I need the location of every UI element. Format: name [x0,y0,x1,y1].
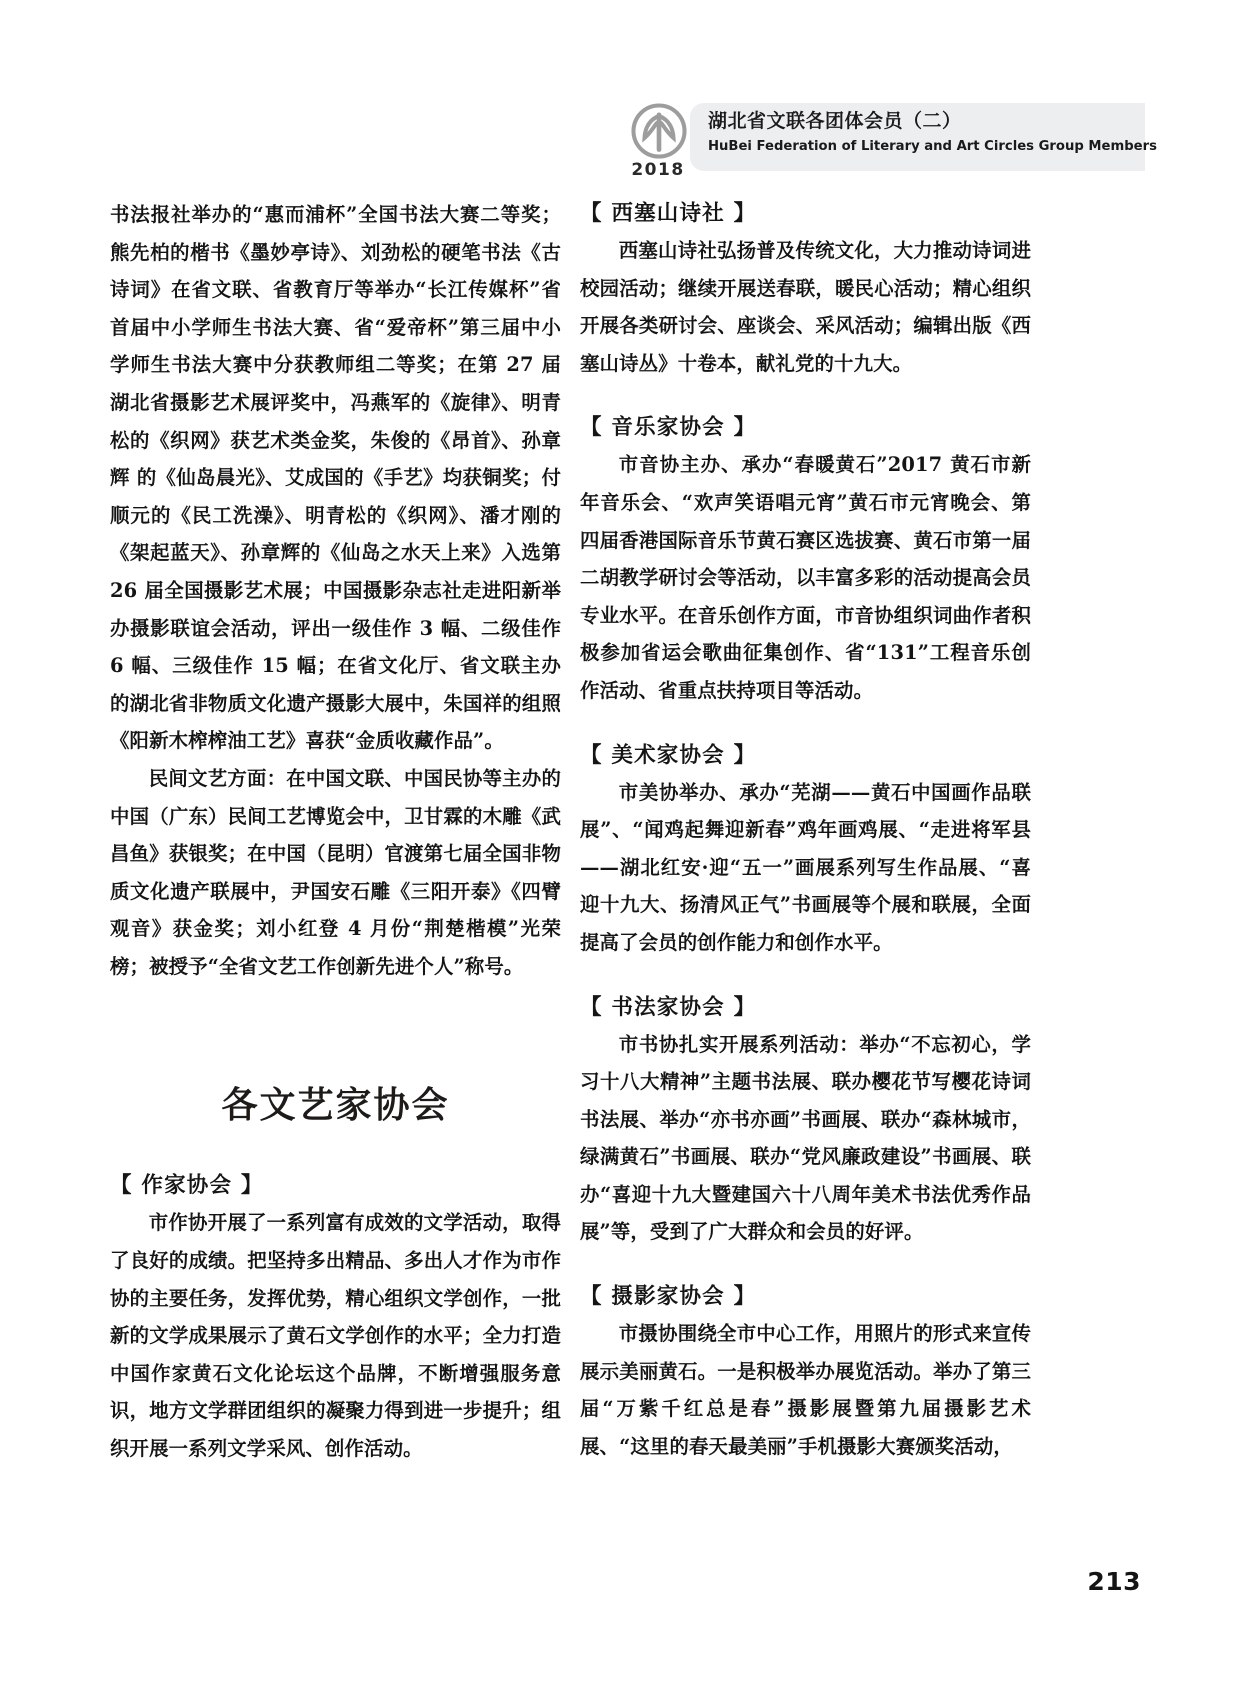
logo-year: 2018 [631,160,685,180]
paragraph-folk-arts: 民间文艺方面：在中国文联、中国民协等主办的中国（广东）民间工艺博览会中，卫甘霖的木雕《武昌鱼》获银奖；在中国（昆明）官渡第七届全国非物质文化遗产联展中，尹国安石雕《三阳开泰》《四臂观音》获金奖；刘小红登 4 月份“荆楚楷模”光荣榜；被授予“全省文艺工作创新先进个人”称号。 [110,766,561,978]
section-body-fine-artists-association: 市美协举办、承办“芜湖——黄石中国画作品联展”、“闻鸡起舞迎新春”鸡年画鸡展、“走进将军县——湖北红安·迎“五一”画展系列写生作品展、“喜迎十九大、扬清风正气”书画展等个展和联展，全面提高了会员的创作能力和创作水平。 [580,780,1031,954]
spacer [110,985,561,1077]
left-column [110,196,561,1468]
page-content [0,196,1241,1476]
section-heading-xisaishan-poetry-society: 【 西塞山诗社 】 [580,201,757,226]
section-body-musicians-association: 市音协主办、承办“春暖黄石”2017 黄石市新年音乐会、“欢声笑语唱元宵”黄石市元宵晚会、第四届香港国际音乐节黄石赛区选拔赛、黄石市第一届二胡教学研讨会等活动，以丰富多彩的活动提高会员专业水平。在音乐创作方面，市音协组织词曲作者积极参加省运会歌曲征集创作、省“131”工程音乐创作活动、省重点扶持项目等活动。 [580,453,1031,702]
spacer [580,382,1031,410]
section-heading-photographers-association: 【 摄影家协会 】 [580,1284,757,1310]
major-heading-associations: 各文艺家协会 [221,1085,450,1127]
section-body-calligraphers-association: 市书协扎实开展系列活动：举办“不忘初心，学习十八大精神”主题书法展、联办樱花节写樱花诗词书法展、举办“亦书亦画”书画展、联办“森林城市，绿满黄石”书画展、联办“党风廉政建设”书画展、联办“喜迎十九大暨建国六十八周年美术书法优秀作品展”等，受到了广大群众和会员的好评。 [580,1032,1031,1244]
spacer [580,1251,1031,1279]
federation-circular-emblem-icon [630,102,688,160]
spacer [580,710,1031,738]
section-body-writers-association: 市作协开展了一系列富有成效的文学活动，取得了良好的成绩。把坚持多出精品、多出人才作为市作协的主要任务，发挥优势，精心组织文学创作，一批新的文学成果展示了黄石文学创作的水平；全力打造中国作家黄石文化论坛这个品牌，不断增强服务意识，地方文学群团组织的凝聚力得到进一步提升；组织开展一系列文学采风、创作活动。 [110,1211,561,1461]
header-title-english: HuBei Federation of Literary and Art Circles Group Members [708,138,1157,154]
section-body-xisaishan-poetry-society: 西塞山诗社弘扬普及传统文化，大力推动诗词进校园活动；继续开展送春联，暖民心活动；精心组织开展各类研讨会、座谈会、采风活动；编辑出版《西塞山诗丛》十卷本，献礼党的十九大。 [580,239,1031,375]
page-header [0,47,1241,180]
page-number: 213 [1087,1567,1141,1596]
section-heading-calligraphers-association: 【 书法家协会 】 [580,994,757,1020]
right-column [580,196,1031,1465]
paragraph-continued: 书法报社举办的“惠而浦杯”全国书法大赛二等奖；熊先柏的楷书《墨妙亭诗》、刘劲松的硬笔书法《古诗词》在省文联、省教育厅等举办“长江传媒杯”省首届中小学师生书法大赛、省“爱帝杯”第三届中小学师生书法大赛中分获教师组二等奖；在第 27 届湖北省摄影艺术展评奖中，冯燕军的《旋律》、明青松的《织网》获艺术类金奖，朱俊的《昂首》、孙章辉 的《仙岛晨光》、艾成国的《手艺》均获铜奖；付顺元的《民工洗澡》、明青松的《织网》、潘才刚的《架起蓝天》、孙章辉的《仙岛之水天上来》入选第 26 届全国摄影艺术展；中国摄影杂志社走进阳新举办摄影联谊会活动，评出一级佳作 3 幅、二级佳作 6 幅、三级佳作 15 幅；在省文化厅、省文联主办的湖北省非物质文化遗产摄影大展中，朱国祥的组照《阳新木榨榨油工艺》喜获“金质收藏作品”。 [110,203,561,753]
spacer [110,1128,561,1168]
header-logo [622,102,694,190]
header-text-block [708,109,1157,156]
section-body-photographers-association: 市摄协围绕全市中心工作，用照片的形式来宣传展示美丽黄石。一是积极举办展览活动。举办了第三届“万紫千红总是春”摄影展暨第九届摄影艺术展、“这里的春天最美丽”手机摄影大赛颁奖活动， [580,1322,1031,1458]
section-heading-writers-association: 【 作家协会 】 [110,1173,264,1199]
section-heading-musicians-association: 【 音乐家协会 】 [580,415,757,441]
section-heading-fine-artists-association: 【 美术家协会 】 [580,742,757,768]
spacer [580,962,1031,990]
header-title-chinese: 湖北省文联各团体会员（二） [708,110,962,132]
